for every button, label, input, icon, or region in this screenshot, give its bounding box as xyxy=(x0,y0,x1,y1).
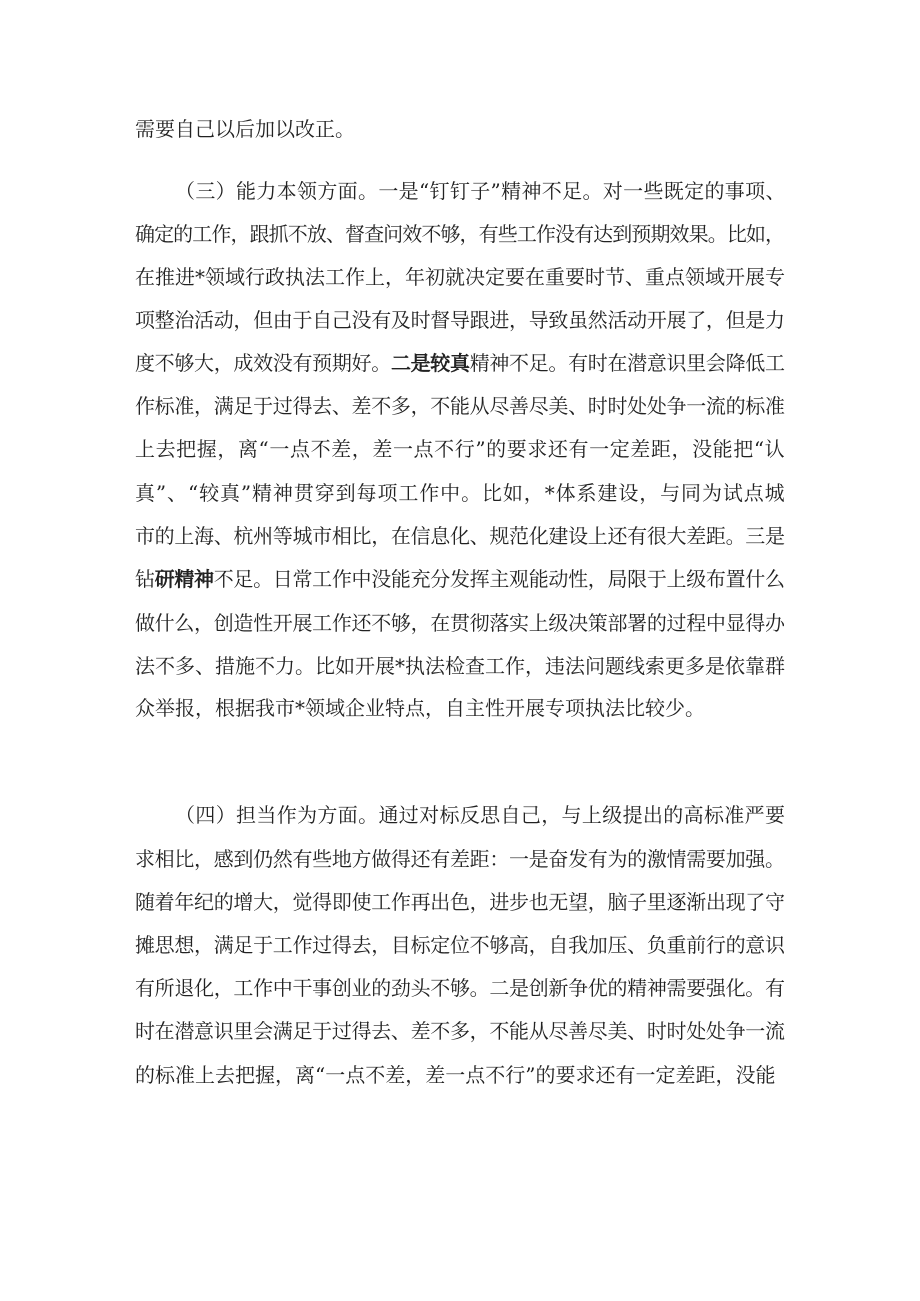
text-line xyxy=(175,798,785,832)
text-line xyxy=(135,432,785,466)
text-segment: 需要自己以后加以改正。 xyxy=(135,117,355,141)
text-line xyxy=(135,260,785,294)
text-segment: 项整治活动，但由于自己没有及时督导跟进，导致虽然活动开展了，但是力 xyxy=(135,308,785,332)
text-segment: 不足。日常工作中没能充分发挥主观能动性，局限于上级布置什么 xyxy=(213,567,785,591)
bold-text-segment: 二是较真 xyxy=(390,351,470,375)
text-line xyxy=(135,112,355,146)
text-line xyxy=(135,606,785,640)
text-segment: 确定的工作，跟抓不放、督查问效不够，有些工作没有达到预期效果。比如， xyxy=(135,222,785,246)
text-line xyxy=(135,389,785,423)
text-line xyxy=(175,174,786,208)
text-segment: 上去把握，离“一点不差，差一点不行”的要求还有一定差距，没能把“认 xyxy=(135,437,786,461)
text-line xyxy=(135,346,785,380)
text-segment: 度不够大，成效没有预期好。 xyxy=(135,351,391,375)
text-segment: （三）能力本领方面。一是“钉钉子”精神不足。对一些既定的事项、 xyxy=(175,179,786,203)
text-segment: 随着年纪的增大，觉得即使工作再出色，进步也无望，脑子里逐渐出现了守 xyxy=(135,890,785,914)
text-line xyxy=(135,519,785,553)
text-line xyxy=(135,217,784,251)
text-segment: 时在潜意识里会满足于过得去、差不多，不能从尽善尽美、时时处处争一流 xyxy=(135,1019,785,1043)
text-segment: 求相比，感到仍然有些地方做得还有差距：一是奋发有为的激情需要加强。 xyxy=(135,847,785,871)
text-segment: 钻 xyxy=(135,567,155,591)
text-segment: （四）担当作为方面。通过对标反思自己，与上级提出的高标准严要 xyxy=(175,803,786,827)
text-segment: 真”、“较真”精神贯穿到每项工作中。比如，*体系建设，与同为试点城 xyxy=(135,481,786,505)
text-segment: 做什么，创造性开展工作还不够，在贯彻落实上级决策部署的过程中显得办 xyxy=(135,611,785,635)
text-segment: 的标准上去把握，离“一点不差，差一点不行”的要求还有一定差距，没能 xyxy=(135,1063,776,1087)
text-line xyxy=(135,691,705,725)
bold-text-segment: 研精神 xyxy=(154,567,214,591)
text-line xyxy=(135,303,785,337)
text-segment: 作标准，满足于过得去、差不多，不能从尽善尽美、时时处处争一流的标准 xyxy=(135,394,785,418)
text-segment: 有所退化，工作中干事创业的劲头不够。二是创新争优的精神需要强化。有 xyxy=(135,976,785,1000)
text-line xyxy=(135,649,785,683)
text-line xyxy=(135,562,785,596)
text-segment: 摊思想，满足于工作过得去，目标定位不够高，自我加压、负重前行的意识 xyxy=(135,933,785,957)
text-segment: 众举报，根据我市*领域企业特点，自主性开展专项执法比较少。 xyxy=(135,696,705,720)
text-line xyxy=(135,1014,785,1048)
text-segment: 市的上海、杭州等城市相比，在信息化、规范化建设上还有很大差距。三是 xyxy=(135,524,785,548)
text-line xyxy=(135,971,785,1005)
text-line xyxy=(135,842,785,876)
text-segment: 法不多、措施不力。比如开展*执法检查工作，违法问题线索更多是依靠群 xyxy=(135,654,785,678)
text-segment: 在推进*领域行政执法工作上，年初就决定要在重要时节、重点领域开展专 xyxy=(135,265,785,289)
text-line xyxy=(135,1058,775,1092)
text-segment: 精神不足。有时在潜意识里会降低工 xyxy=(469,351,785,375)
text-line xyxy=(135,885,785,919)
text-line xyxy=(135,928,785,962)
text-line xyxy=(135,476,786,510)
